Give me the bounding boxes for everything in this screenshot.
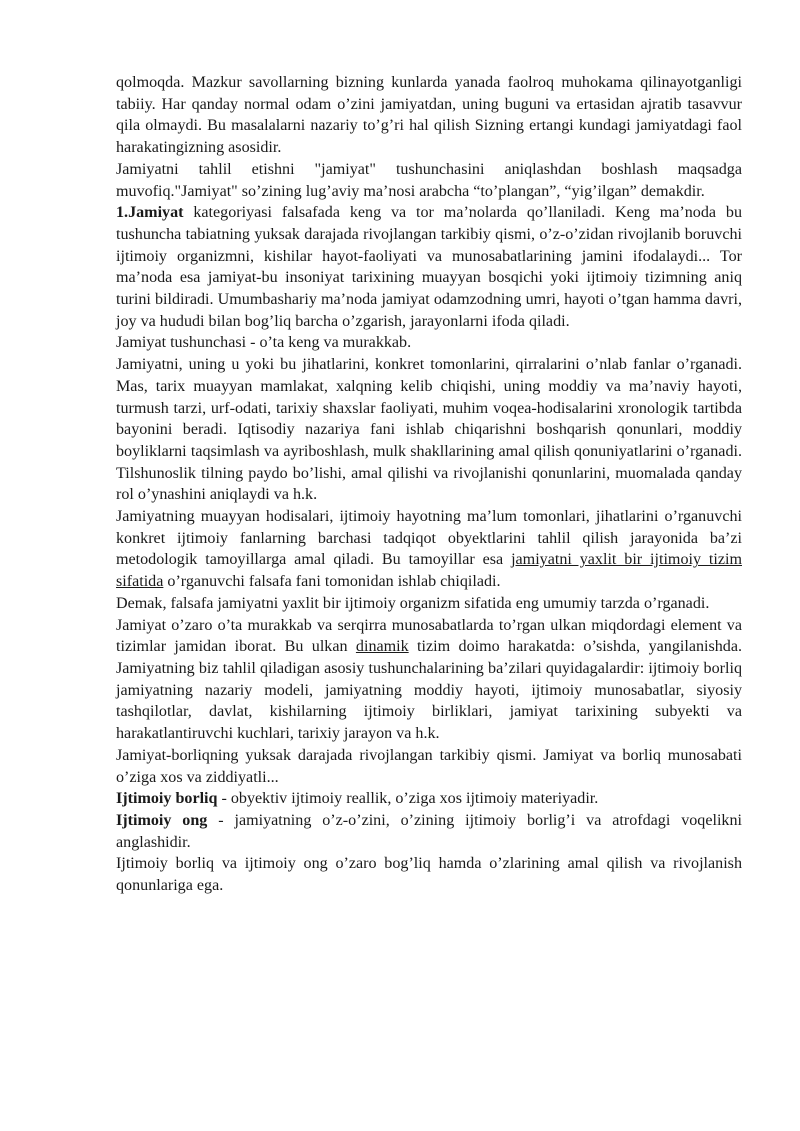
paragraph-text: o’rganuvchi falsafa fani tomonidan ishlab chiqiladi. [163,573,501,591]
paragraph-text: - obyektiv ijtimoiy reallik, o’ziga xos ijtimoiy materiyadir. [217,790,599,808]
underlined-phrase: jamiyatni yaxlit bir ijtimoiy tizim sifatida [116,551,742,591]
paragraph-jamiyat-definition [116,159,742,202]
paragraph-text: kategoriyasi falsafada keng va tor ma’nolarda qo’llaniladi. Keng ma’noda bu tushuncha tabiatning yuksak darajada rivojlangan tarkibiy qismi, o’z-o’zidan rivojlanib boruvchi ijtimoiy organizmni, kishilar hayot-faoliyati va munosabatlarining jamini ifodalaydi... Tor ma’noda esa jamiyat-bu insoniyat tarixining muayyan bosqichi yoki ijtimoiy tizimning aniq turini bildiradi. Umumbashariy ma’noda jamiyat odamzodning umri, hayoti o’tgan hamma davri, joy va hududi bilan bog’liq barcha o’zgarish, jarayonlarni ifoda qiladi. [116,204,742,330]
paragraph-text: Demak, falsafa jamiyatni yaxlit bir ijtimoiy organizm sifatida eng umumiy tarzda o’rganadi. [116,594,710,612]
document-page [116,72,742,897]
paragraph-text: Jamiyatni, uning u yoki bu jihatlarini, konkret tomonlarini, qirralarini o’nlab fanlar o’rganadi. Mas, tarix muayyan mamlakat, xalqning kelib chiqishi, uning moddiy va ma’naviy hayoti, turmush tarzi, urf-odati, tarixiy shaxslar faoliyati, muhim voqea-hodisalarini xronologik tartibda bayonini beradi. Iqtisodiy nazariya fani ishlab chiqarishni boshqarish qonunlari, moddiy boyliklarni taqsimlash va ayriboshlash, mulk shakllarining amal qilish qonuniyatlarini o’rganadi. Tilshunoslik tilning paydo bo’lishi, amal qilishi va rivojlanishi qonunlarini, muomalada qanday rol o’ynashini aniqlaydi va h.k. [116,356,742,504]
bold-term: Ijtimoiy borliq [116,790,218,808]
paragraph-jamiyat-category [116,202,742,332]
paragraph-text: Jamiyat o’zaro o’ta murakkab va serqirra munosabatlarda to’rgan ulkan miqdordagi element va tizimlar jamidan iborat. Bu ulkan [116,616,742,656]
paragraph-text: Ijtimoiy borliq va ijtimoiy ong o’zaro bog’liq hamda o’zlarining amal qilish va rivojlanish qonunlariga ega. [116,855,742,895]
paragraph-social-being [116,788,742,810]
underlined-term: dinamik [355,638,409,656]
paragraph-text: qolmoqda. Mazkur savollarning bizning kunlarda yanada faolroq muhokama qilinayotganligi tabiiy. Har qanday normal odam o’zini jamiyatdan, uning buguni va ertasidan ajratib tasavvur qila olmaydi. Bu masalalarni nazariy to’g’ri hal qilish Sizning ertangi kundagi jamiyatdagi faol harakatingizning asosidir. [116,74,742,157]
paragraph-text: Jamiyat-borliqning yuksak darajada rivojlangan tarkibiy qismi. Jamiyat va borliq munosabati o’ziga xos va ziddiyatli... [116,746,742,786]
bold-term: Ijtimoiy ong [116,811,208,829]
paragraph-text: Jamiyatni tahlil etishni "jamiyat" tushunchasini aniqlashdan boshlash maqsadga muvofiq."Jamiyat" so’zining lug’aviy ma’nosi arabcha “to’plangan”, “yig’ilgan” demakdir. [116,160,742,200]
paragraph-sciences-study-society [116,354,742,506]
paragraph-text: Jamiyatning muayyan hodisalari, ijtimoiy hayotning ma’lum tomonlari, jihatlarini o’rganuvchi konkret ijtimoiy fanlarning barchasi tadqiqot obyektlarini tahlil qilish jarayonida ba’zi metodologik tamoyillarga amal qiladi. Bu tamoyillar esa [116,508,742,569]
paragraph-dynamic-system [116,615,742,745]
paragraph-text: Jamiyat tushunchasi - o’ta keng va murakkab. [116,334,412,352]
paragraph-philosophy-summary [116,593,742,615]
paragraph-society-and-being [116,745,742,788]
paragraph-social-consciousness [116,810,742,853]
paragraph-text: tizim doimo harakatda: o’sishda, yangilanishda. Jamiyatning biz tahlil qiladigan asosiy tushunchalarining ba’zilari quyidagalardir: ijtimoiy borliq jamiyatning nazariy modeli, jamiyatning moddiy hayoti, ijtimoiy munosabatlar, siyosiy tashqilotlar, davlat, kishilarning ijtimoiy birliklari, jamiyat tarixining subyekti va harakatlantiruvchi kuchlari, tarixiy jarayon va h.k. [116,638,743,743]
paragraph-text: - jamiyatning o’z-o’zini, o’zining ijtimoiy borlig’i va atrofdagi voqelikni anglashidir. [116,811,742,851]
paragraph-jamiyat-concept [116,332,742,354]
bold-term: 1.Jamiyat [116,204,184,222]
paragraph-intro-continuation [116,72,742,159]
paragraph-being-and-consciousness [116,853,742,896]
paragraph-methodological-principles [116,506,742,593]
